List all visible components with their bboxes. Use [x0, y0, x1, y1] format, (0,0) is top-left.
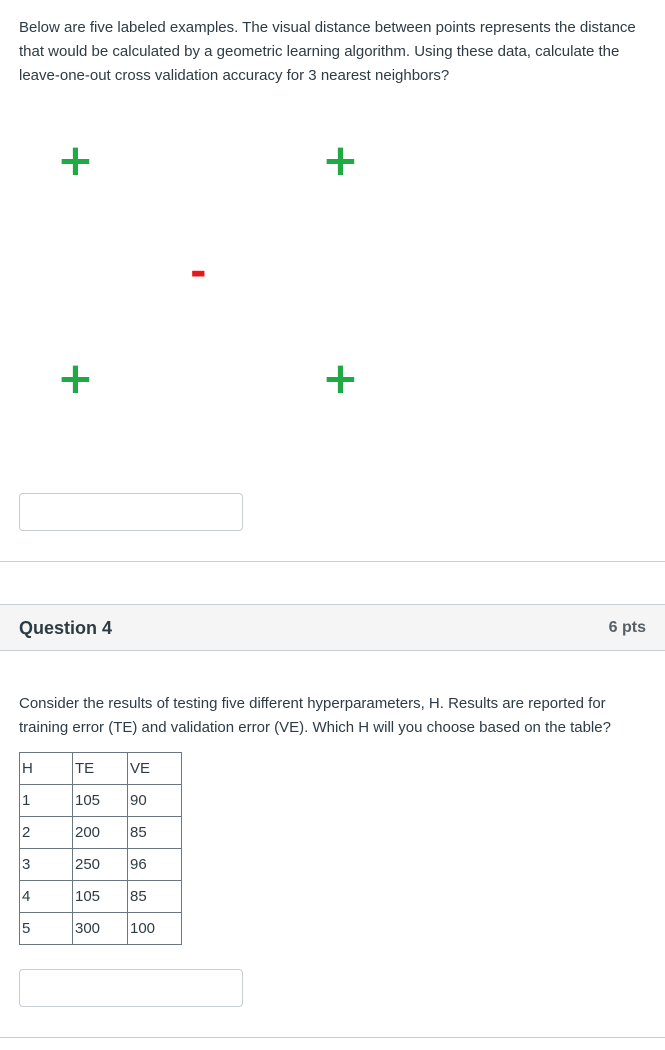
hyperparameter-table — [19, 752, 182, 945]
table-cell: 300 — [73, 913, 128, 945]
table-cell: 85 — [128, 881, 182, 913]
table-cell: 96 — [128, 849, 182, 881]
table-row — [20, 785, 182, 817]
question-4-header — [0, 604, 665, 651]
positive-point: + — [57, 353, 94, 404]
table-cell: 105 — [73, 881, 128, 913]
table-row — [20, 849, 182, 881]
table-cell: 3 — [20, 849, 73, 881]
table-header-cell: TE — [73, 753, 128, 785]
table-cell: 2 — [20, 817, 73, 849]
table-cell: 90 — [128, 785, 182, 817]
table-cell: 250 — [73, 849, 128, 881]
negative-point: - — [190, 249, 207, 295]
question-3-text: Below are five labeled examples. The visual distance between points represents the distance that would be calculated by a geometric learning algorithm. Using these data, calculate the leave-one-out cross validation accuracy for 3 nearest neighbors? — [19, 19, 636, 84]
table-cell: 5 — [20, 913, 73, 945]
question-4-answer-input[interactable] — [19, 969, 243, 1007]
table-cell: 1 — [20, 785, 73, 817]
table-header-cell: H — [20, 753, 73, 785]
question-4-text: Consider the results of testing five different hyperparameters, H. Results are reported for training error (TE) and validation error (VE). Which H will you choose based on the table? — [19, 695, 611, 736]
table-header-cell: VE — [128, 753, 182, 785]
table-cell: 100 — [128, 913, 182, 945]
table-cell: 200 — [73, 817, 128, 849]
positive-point: + — [322, 353, 359, 404]
table-cell: 4 — [20, 881, 73, 913]
divider — [0, 561, 665, 562]
table-row — [20, 913, 182, 945]
table-header-row — [20, 753, 182, 785]
table-cell: 105 — [73, 785, 128, 817]
table-cell: 85 — [128, 817, 182, 849]
question-3-answer-input[interactable] — [19, 493, 243, 531]
positive-point: + — [57, 135, 94, 186]
divider — [0, 1037, 665, 1038]
table-row — [20, 817, 182, 849]
question-title: Question 4 — [19, 618, 113, 638]
table-row — [20, 881, 182, 913]
positive-point: + — [322, 135, 359, 186]
question-points: 6 pts — [608, 619, 646, 636]
